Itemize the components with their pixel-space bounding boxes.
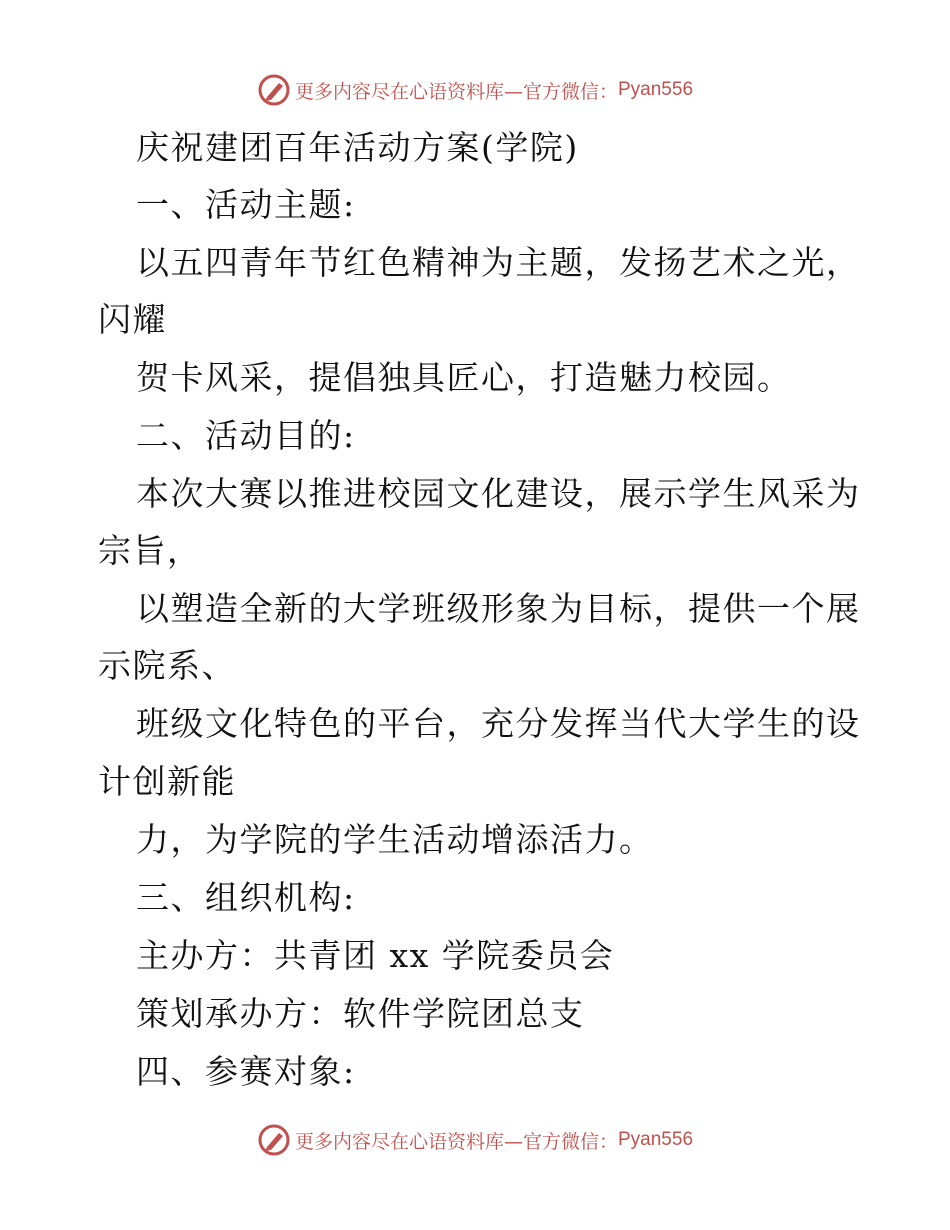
footer-banner (0, 1120, 950, 1160)
paragraph-line: 闪耀 (98, 300, 167, 339)
banner-wechat-id: Pyan556 (618, 79, 694, 100)
banner-text: 更多内容尽在心语资料库—官方微信： (294, 1130, 618, 1153)
paragraph-line: 示院系、 (98, 646, 236, 685)
pen-logo-icon (257, 1123, 291, 1157)
banner-text: 更多内容尽在心语资料库—官方微信： (294, 80, 618, 103)
paragraph-line: 贺卡风采，提倡独具匠心，打造魅力校园。 (136, 358, 792, 397)
section-heading: 二、活动目的: (136, 416, 356, 455)
paragraph-line: 以塑造全新的大学班级形象为目标，提供一个展 (136, 589, 861, 628)
paragraph-line: 计创新能 (98, 762, 236, 801)
paragraph-line: 本次大赛以推进校园文化建设，展示学生风采为 (136, 474, 861, 513)
paragraph-line: 班级文化特色的平台，充分发挥当代大学生的设 (136, 704, 861, 743)
section-heading: 三、组织机构: (136, 878, 356, 917)
paragraph-line: 以五四青年节红色精神为主题，发扬艺术之光， (136, 243, 861, 282)
paragraph-line: 宗旨， (98, 531, 202, 570)
banner-wechat-id: Pyan556 (618, 1129, 694, 1150)
header-banner (0, 70, 950, 110)
paragraph-line: 力，为学院的学生活动增添活力。 (136, 820, 654, 859)
section-heading: 四、参赛对象: (136, 1052, 356, 1091)
section-heading: 一、活动主题: (136, 185, 356, 224)
pen-logo-icon (257, 73, 291, 107)
paragraph-line: 策划承办方：软件学院团总支 (136, 994, 585, 1033)
document-title: 庆祝建团百年活动方案(学院) (136, 128, 579, 167)
paragraph-line: 主办方：共青团 xx 学院委员会 (136, 936, 615, 975)
